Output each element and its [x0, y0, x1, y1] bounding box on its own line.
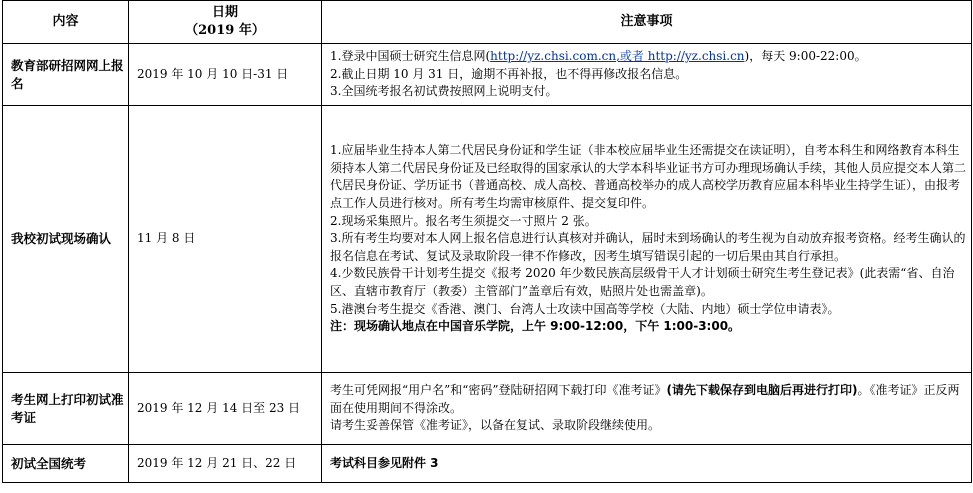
row-content: 考生网上打印初试准考证 — [3, 373, 129, 445]
chsi-link[interactable]: http://yz.chsi.com.cn,或者 http://yz.chsi.cn — [490, 49, 745, 64]
row-notes — [322, 106, 972, 373]
row-content: 初试全国统考 — [3, 445, 129, 483]
note-paragraph: 5.港澳台考生提交《香港、澳门、台湾人士攻读中国高等学校（大陆、内地）硕士学位申请表》。 — [330, 301, 840, 316]
row-date: 2019 年 12 月 21 日、22 日 — [129, 445, 322, 483]
note-paragraph: 考生可凭网报“用户名”和“密码”登陆研招网下载打印《准考证》(请先下载保存到电脑后再进行打印)。《准考证》正反两面在使用期间不得涂改。 — [330, 383, 960, 415]
row-notes — [322, 373, 972, 445]
row-content: 我校初试现场确认 — [3, 106, 129, 373]
table-row — [3, 44, 972, 106]
row-date: 2019 年 12 月 14 日至 23 日 — [129, 373, 322, 445]
note-paragraph: 请考生妥善保管《准考证》，以备在复试、录取阶段继续使用。 — [330, 418, 661, 433]
row-notes: 考试科目参见附件 3 — [322, 445, 972, 483]
header-content: 内容 — [3, 1, 129, 44]
header-date-year: （2019 年） — [185, 23, 265, 38]
header-date-label: 日期 — [211, 5, 238, 21]
note-line: 2.截止日期 10 月 31 日，逾期不再补报，也不得再修改报名信息。 — [330, 66, 688, 81]
print-instruction: (请先下载保存到电脑后再进行打印) — [666, 383, 858, 398]
schedule-table — [2, 0, 972, 483]
row-notes — [322, 44, 972, 106]
note-paragraph: 1.应届毕业生持本人第二代居民身份证和学生证（非本校应届毕业生还需提交在读证明），自考本科生和网络教育本科生须持本人第二代居民身份证及已经取得的国家承认的大学本科毕业证书方可办理现场确认手续，其他人员应提交本人第二代居民身份证、学历证书（普通高校、成人高校、普通高校举办的成人高校学历教育应届本科毕业生持学生证），由报考点工作人员进行核对。所有考生均需审核原件、提交复印件。 — [330, 143, 967, 211]
note-paragraph: 2.现场采集照片。报名考生须提交一寸照片 2 张。 — [330, 213, 597, 228]
note-paragraph: 3.所有考生均要对本人网上报名信息进行认真核对并确认，届时未到场确认的考生视为自动放弃报考资格。经考生确认的报名信息在考试、复试及录取阶段一律不作修改，因考生填写错误引起的一切后果由其自行承担。 — [330, 231, 966, 263]
table-row — [3, 445, 972, 483]
table-row — [3, 106, 972, 373]
row-date: 2019 年 10 月 10 日-31 日 — [129, 44, 322, 106]
row-date: 11 月 8 日 — [129, 106, 322, 373]
note-line: 1.登录中国硕士研究生信息网(http://yz.chsi.com.cn,或者 http://yz.chsi.cn)，每天 9:00-22:00。 — [330, 49, 867, 64]
note-line: 3.全国统考报名初试费按照网上说明支付。 — [330, 84, 558, 99]
header-row — [3, 1, 972, 44]
row-content: 教育部研招网网上报名 — [3, 44, 129, 106]
location-note: 注：现场确认地点在中国音乐学院，上午 9:00-12:00，下午 1:00-3:00。 — [330, 319, 741, 334]
note-paragraph: 4.少数民族骨干计划考生提交《报考 2020 年少数民族高层级骨干人才计划硕士研究生考生登记表》(此表需“省、自治区、直辖市教育厅（教委）主管部门”盖章后有效，贴照片处也需盖章)。 — [330, 266, 955, 298]
header-date — [129, 1, 322, 44]
header-notes: 注意事项 — [322, 1, 972, 44]
table-row — [3, 373, 972, 445]
